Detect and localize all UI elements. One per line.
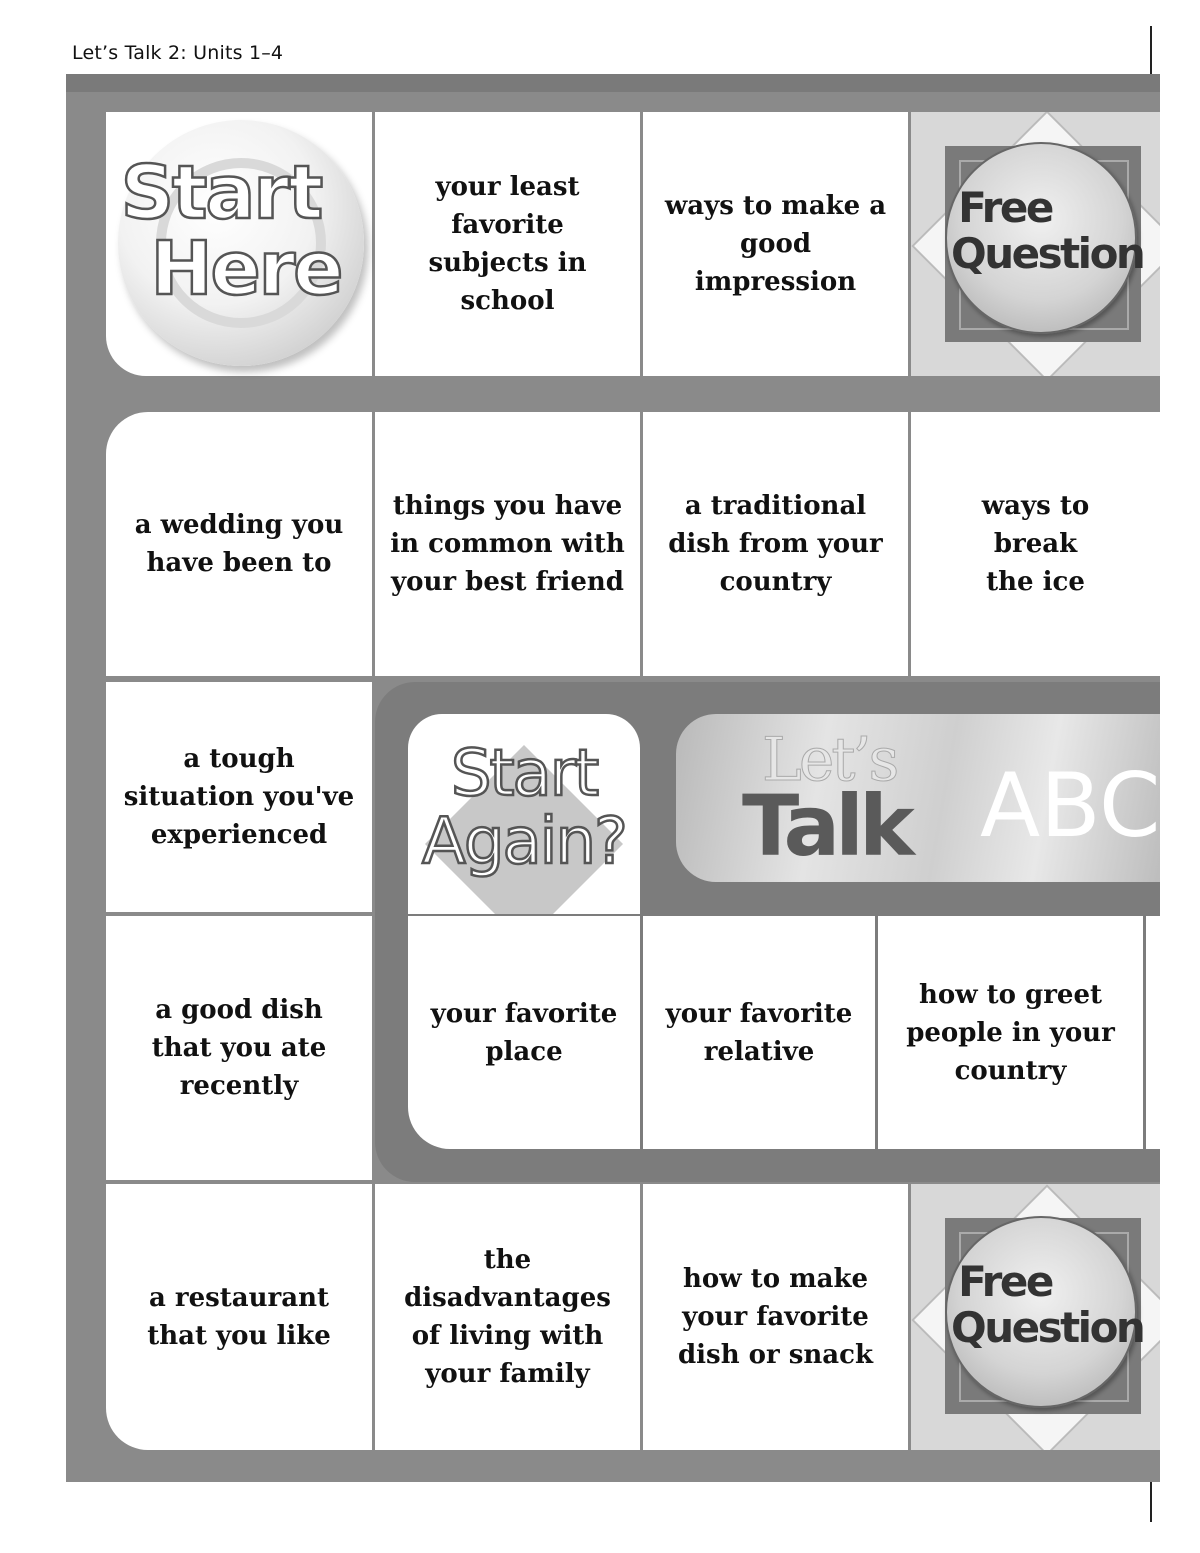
board-space-favorite-dish[interactable] bbox=[643, 1184, 908, 1450]
space-text: a good dish that you ate recently bbox=[151, 995, 327, 1101]
board-space-least-favorite-subjects[interactable] bbox=[375, 112, 640, 376]
space-text: things you have in common with your best friend bbox=[390, 491, 625, 597]
start-here-line2: Here bbox=[150, 226, 342, 312]
board-space-common-with-friend[interactable] bbox=[375, 412, 640, 676]
start-again-line2: Again? bbox=[422, 805, 626, 879]
free-question-space-top[interactable] bbox=[911, 112, 1160, 376]
board-space-restaurant[interactable] bbox=[106, 1184, 372, 1450]
free-question-line2: Question bbox=[951, 1303, 1144, 1352]
board-space-favorite-place[interactable] bbox=[408, 916, 640, 1149]
page-header: Let’s Talk 2: Units 1–4 bbox=[72, 42, 284, 64]
space-text: how to make your favorite dish or snack bbox=[678, 1264, 873, 1370]
board-space-good-impression[interactable] bbox=[643, 112, 908, 376]
board-space-greet-people[interactable] bbox=[878, 916, 1143, 1149]
game-board bbox=[66, 74, 1160, 1482]
space-text: a tough situation you've experienced bbox=[123, 744, 355, 850]
start-again-line1: Start bbox=[450, 737, 598, 811]
space-text: a traditional dish from your country bbox=[668, 491, 883, 597]
space-text: how to greet people in your country bbox=[906, 979, 1115, 1086]
board-space-partial-right[interactable] bbox=[1146, 916, 1160, 1149]
space-text: your favorite place bbox=[430, 998, 618, 1067]
space-text: ways to make a good impression bbox=[664, 191, 887, 297]
space-text: a wedding you have been to bbox=[134, 510, 344, 578]
banner-lets: Let’s bbox=[762, 725, 897, 795]
free-question-line1: Free bbox=[958, 183, 1052, 232]
free-question-space-bottom[interactable] bbox=[911, 1184, 1160, 1450]
board-space-favorite-relative[interactable] bbox=[643, 916, 875, 1149]
space-text: your least favorite subjects in school bbox=[428, 172, 587, 316]
board-space-traditional-dish[interactable] bbox=[643, 412, 908, 676]
board-space-disadvantages-family[interactable] bbox=[375, 1184, 640, 1450]
board-space-tough-situation[interactable] bbox=[106, 682, 372, 912]
free-question-line1: Free bbox=[958, 1257, 1052, 1306]
banner-talk: Talk bbox=[742, 777, 910, 875]
space-text: the disadvantages of living with your family bbox=[404, 1245, 611, 1389]
space-text: ways to break the ice bbox=[981, 491, 1090, 597]
space-text: a restaurant that you like bbox=[147, 1283, 331, 1351]
start-here-space[interactable] bbox=[106, 112, 372, 376]
space-text: your favorite relative bbox=[665, 998, 853, 1067]
start-again-space[interactable] bbox=[408, 714, 640, 914]
lets-talk-banner bbox=[676, 714, 1160, 882]
start-here-line1: Start bbox=[120, 150, 322, 236]
free-question-line2: Question bbox=[951, 229, 1144, 278]
banner-abc: ABC bbox=[980, 754, 1160, 857]
board-space-wedding[interactable] bbox=[106, 412, 372, 676]
board-space-break-the-ice[interactable] bbox=[911, 412, 1160, 676]
board-space-good-dish[interactable] bbox=[106, 916, 372, 1180]
